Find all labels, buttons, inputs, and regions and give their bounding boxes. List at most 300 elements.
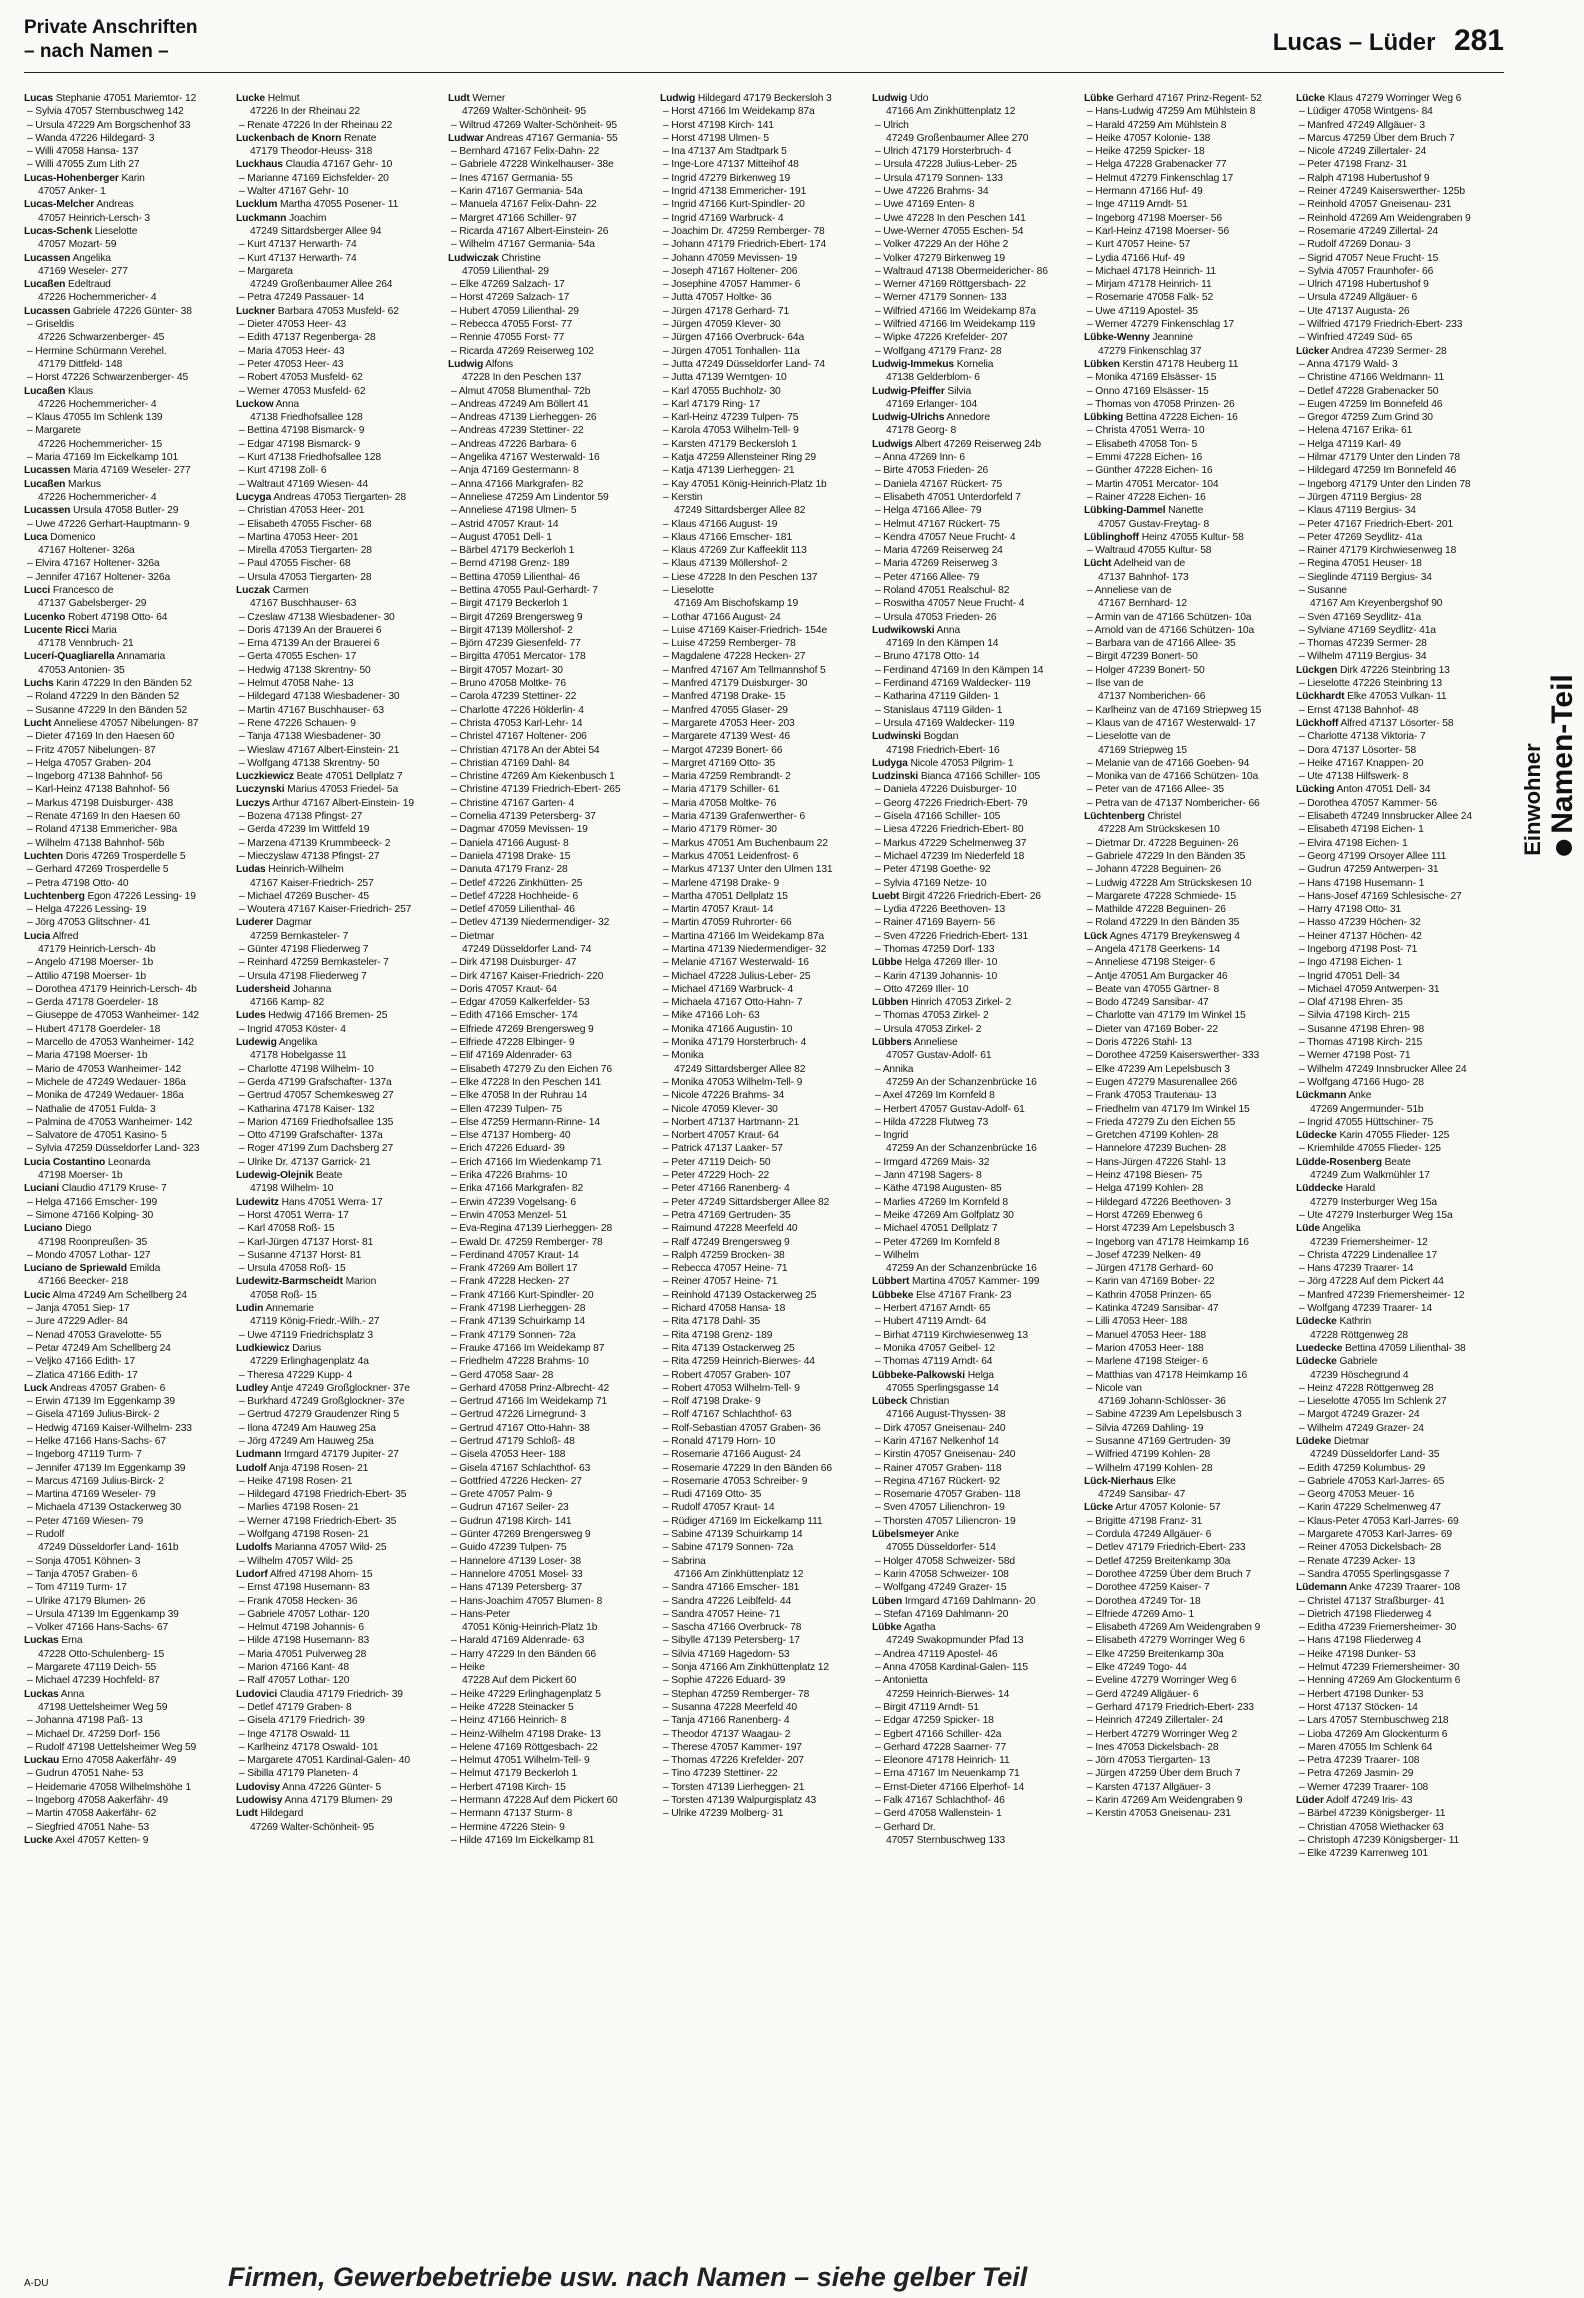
entry-detail: 47166 Kamp- 82 [250,997,325,1009]
directory-title [24,16,198,64]
listing-entry [236,1688,438,1701]
entry-detail: – Volker 47229 An der Höhe 2 [875,239,1009,251]
listing-entry [660,930,862,943]
listing-entry [1084,1701,1286,1714]
listing-entry [660,291,862,304]
entry-detail: – Wanda 47226 Hildegard- 3 [27,132,155,144]
listing-entry [236,291,438,304]
listing-entry [24,943,226,956]
listing-entry [236,690,438,703]
entry-detail: Bianca 47166 Schiller- 105 [920,771,1041,783]
listing-entry [24,863,226,876]
entry-detail: – Georg 47226 Friedrich-Ebert- 79 [875,797,1028,809]
listing-entry [872,1422,1074,1435]
entry-detail: – Helke 47166 Hans-Sachs- 67 [27,1435,166,1447]
listing-entry [1296,424,1498,437]
entry-detail: – Jürgen 47166 Overbruck- 64a [663,332,805,344]
entry-detail: – Manfred 47198 Drake- 15 [663,691,786,703]
entry-detail: – Hedwig 47138 Skrentny- 50 [239,664,371,676]
surname: Lückhoff [1296,717,1339,729]
listing-entry [872,1714,1074,1727]
listing-entry [1296,797,1498,810]
entry-detail: – Anja 47169 Gestermann- 8 [451,465,579,477]
entry-detail: Helga 47269 Iller- 10 [904,957,998,969]
entry-detail: – Helmut 47051 Wilhelm-Tell- 9 [451,1755,590,1767]
listing-entry [236,1541,438,1554]
entry-detail: Barbara 47053 Musfeld- 62 [277,305,399,317]
entry-detail: – Sylvia 47057 Sternbuschweg 142 [27,106,184,118]
listing-entry [660,1448,862,1461]
listing-entry [236,1142,438,1155]
listing-entry [1296,1448,1498,1461]
entry-detail: – Michael 47228 Julius-Leber- 25 [663,970,811,982]
entry-detail: Martha 47055 Posener- 11 [280,199,399,211]
entry-detail: – Daniela 47167 Rückert- 75 [875,478,1003,490]
page-header [24,14,1504,73]
listing-entry [1084,956,1286,969]
listing-columns [24,92,1504,2260]
listing-entry [448,823,650,836]
surname: Ludowisy [236,1795,283,1806]
entry-detail: – Maria 47169 Im Eickelkamp 101 [27,452,179,464]
surname: Lübking-Dammel [1084,505,1166,517]
listing-entry [1084,770,1286,783]
surname: Ludovisy [236,1781,280,1793]
entry-detail: – Wilfried 47199 Kohlen- 28 [1087,1449,1211,1461]
listing-entry [1084,1608,1286,1621]
listing-entry [1296,1236,1498,1249]
listing-entry [872,491,1074,504]
listing-entry [660,1063,862,1076]
listing-entry [660,1688,862,1701]
surname: Ludwig-Pfeiffer [872,385,945,397]
listing-entry [236,1462,438,1475]
surname: Lübken [1084,358,1120,370]
listing-entry [24,1501,226,1514]
listing-entry [236,597,438,610]
listing-entry [236,1581,438,1594]
entry-detail: – Horst 47198 Ulmen- 5 [663,132,770,144]
listing-entry [24,916,226,929]
surname: Luckas [24,1688,59,1700]
entry-detail: – Helmut 47279 Finkenschlag 17 [1087,172,1234,184]
entry-detail: 47239 Höschegrund 4 [1310,1369,1409,1381]
entry-detail: – Helga 47228 Grabenacker 77 [1087,159,1227,171]
entry-detail: – Cordula 47249 Allgäuer- 6 [1087,1529,1212,1541]
listing-entry [660,1741,862,1754]
footer-note: Firmen, Gewerbebetriebe usw. nach Namen – siehe gelber Teil [228,2262,1028,2292]
entry-detail: 47137 Bahnhof- 173 [1098,571,1189,583]
entry-detail: – Michael 47178 Heinrich- 11 [1087,265,1216,277]
entry-detail: – Peter 47167 Friedrich-Ebert- 201 [1299,518,1454,530]
entry-detail: – Inge 47178 Oswald- 11 [239,1728,350,1740]
listing-entry [1084,265,1286,278]
listing-entry [1084,717,1286,730]
listing-entry [660,1608,862,1621]
entry-detail: – Bärbel 47239 Königsberger- 11 [1299,1808,1446,1820]
entry-detail: – Ines 47167 Germania- 55 [451,172,573,184]
entry-detail: – Anneliese van de [1087,584,1172,596]
listing-column [236,92,438,2260]
listing-entry [236,531,438,544]
entry-detail: – Peter 47269 Im Kornfeld 8 [875,1236,1000,1248]
listing-entry [236,1369,438,1382]
listing-entry [448,717,650,730]
entry-detail: – Daniela 47226 Duisburger- 10 [875,784,1017,796]
entry-detail: – Hannelore 47139 Loser- 38 [451,1555,581,1567]
listing-entry [236,1089,438,1102]
entry-detail: – Sascha 47166 Overbruck- 78 [663,1622,802,1634]
listing-entry [448,1767,650,1780]
entry-detail: Karin [121,172,145,184]
listing-entry [236,637,438,650]
entry-detail: – Gerhard 47058 Prinz-Albrecht- 42 [451,1382,610,1394]
entry-detail: 47249 Sansibar- 47 [1098,1489,1186,1501]
entry-detail: – Michael 47239 Hochfeld- 87 [27,1675,160,1687]
listing-entry [448,1515,650,1528]
listing-entry [236,1528,438,1541]
listing-entry [448,783,650,796]
listing-entry [24,1807,226,1820]
entry-detail: Kathrin [1339,1316,1372,1328]
entry-detail: – Torsten 47139 Walpurgisplatz 43 [663,1795,817,1806]
listing-entry [236,225,438,238]
listing-entry [1084,1807,1286,1820]
entry-detail: – Helmut 47198 Johannis- 6 [239,1622,364,1634]
listing-entry [660,916,862,929]
entry-detail: 47198 Uettelsheimer Weg 59 [38,1701,168,1713]
listing-entry [236,1395,438,1408]
listing-entry [872,1488,1074,1501]
listing-entry [1084,1142,1286,1155]
listing-entry [24,1275,226,1288]
listing-entry [660,557,862,570]
entry-detail: – Karl-Heinz 47239 Tulpen- 75 [663,412,799,424]
entry-detail: – Heinz 47228 Röttgenweg 28 [1299,1382,1434,1394]
entry-detail: – Frank 47053 Trautenau- 13 [1087,1090,1217,1102]
entry-detail: – Susanne 47169 Gertruden- 39 [1087,1435,1231,1447]
entry-detail: Artur 47057 Kolonie- 57 [1115,1502,1221,1514]
entry-detail: – Mirella 47053 Tiergarten- 28 [239,545,372,557]
listing-entry [660,1462,862,1475]
entry-detail: – Margret 47169 Otto- 35 [663,757,776,769]
listing-entry [236,704,438,717]
entry-detail: – Jennifer 47139 Im Eggenkamp 39 [27,1462,186,1474]
listing-entry [1084,810,1286,823]
entry-detail: – Klaus 47055 Im Schlenk 139 [27,412,163,424]
listing-entry [24,438,226,451]
listing-entry [448,1595,650,1608]
listing-entry [236,1448,438,1461]
entry-detail: Markus [68,478,101,490]
listing-entry [872,1009,1074,1022]
listing-entry [1084,1462,1286,1475]
entry-detail: – Karola 47053 Wilhelm-Tell- 9 [663,425,799,437]
listing-entry [660,411,862,424]
listing-entry [1296,1581,1498,1594]
listing-entry [448,637,650,650]
listing-entry [872,1302,1074,1315]
listing-entry [1084,1089,1286,1102]
entry-detail: – Michael 47269 Buscher- 45 [239,890,369,902]
listing-entry [236,916,438,929]
entry-detail: – Joachim Dr. 47259 Remberger- 78 [663,225,825,237]
entry-detail: – Hans-Joachim 47057 Blumen- 8 [451,1595,603,1607]
listing-entry [872,238,1074,251]
listing-entry [24,1089,226,1102]
listing-entry [1296,1063,1498,1076]
entry-detail: Udo [909,93,929,104]
entry-detail: – Rebecca 47055 Forst- 77 [451,319,573,331]
listing-entry [872,970,1074,983]
listing-entry [660,252,862,265]
entry-detail: – Willi 47058 Hansa- 137 [27,146,139,158]
entry-detail: – Herbert 47167 Arndt- 65 [875,1303,991,1315]
listing-entry [24,837,226,850]
entry-detail: – Margarete [27,425,81,437]
listing-entry [660,1103,862,1116]
entry-detail: 47166 Am Zinkhüttenplatz 12 [674,1568,804,1580]
listing-entry [1084,385,1286,398]
surname: Luckenbach de Knorn [236,132,342,144]
entry-detail: – Petra 47169 Gertruden- 35 [663,1209,791,1221]
entry-detail: – Silvia 47169 Hagedorn- 53 [663,1648,790,1660]
entry-detail: – Helmut 47167 Rückert- 75 [875,518,1000,530]
listing-entry [660,1568,862,1581]
entry-detail: Marion [345,1276,377,1288]
entry-detail: – Else 47259 Hermann-Rinne- 14 [451,1116,600,1128]
listing-entry [872,597,1074,610]
listing-entry [24,1076,226,1089]
entry-detail: – Frank 47198 Lierheggen- 28 [451,1303,586,1315]
listing-entry [24,1169,226,1182]
listing-entry [448,1674,650,1687]
listing-entry [448,650,650,663]
entry-detail: – Christoph 47239 Königsberger- 11 [1299,1834,1460,1846]
entry-detail: – Harald 47259 Am Mühlstein 8 [1087,119,1227,131]
entry-detail: 47198 Moerser- 1b [38,1170,123,1182]
entry-detail: – Stefan 47169 Dahlmann- 20 [875,1608,1009,1620]
listing-entry [1084,1076,1286,1089]
listing-entry [24,1116,226,1129]
entry-detail: – Birte 47053 Frieden- 26 [875,465,989,477]
listing-entry [660,158,862,171]
listing-entry [1296,1329,1498,1342]
entry-detail: – Beate van 47055 Gärtner- 8 [1087,983,1220,995]
entry-detail: 47167 Bernhard- 12 [1098,598,1187,610]
listing-entry [236,1275,438,1288]
surname: Luckas [24,1635,59,1647]
listing-entry [660,664,862,677]
listing-entry [660,1129,862,1142]
listing-entry [660,850,862,863]
entry-detail: – Lieselotte 47055 Im Schlenk 27 [1299,1396,1447,1408]
listing-entry [1296,930,1498,943]
entry-detail: – Hans-Jürgen 47226 Stahl- 13 [1087,1156,1226,1168]
listing-entry [872,252,1074,265]
entry-detail: – Sandra 47226 Leiblfeld- 44 [663,1595,792,1607]
entry-detail: – Horst 47269 Ebenweg 6 [1087,1209,1203,1221]
entry-detail: – Jürgen 47059 Klever- 30 [663,319,781,331]
page-number: 281 [1453,24,1504,57]
entry-detail: – Wilhelm 47199 Kohlen- 28 [1087,1462,1213,1474]
entry-detail: – Janja 47051 Siep- 17 [27,1303,130,1315]
listing-entry [236,265,438,278]
listing-entry [1084,1049,1286,1062]
entry-detail: 47057 Mozart- 59 [38,239,117,251]
entry-detail: – Griseldis [27,319,74,331]
listing-entry [872,1369,1074,1382]
listing-entry [1296,730,1498,743]
entry-detail: Marianna 47057 Wild- 25 [274,1542,387,1554]
entry-detail: – Petar 47249 Am Schellberg 24 [27,1342,171,1354]
entry-detail: Arthur 47167 Albert-Einstein- 19 [272,797,414,809]
entry-detail: 47249 Sittardsberger Allee 94 [250,225,382,237]
listing-entry [1296,318,1498,331]
entry-detail: – Ute 47138 Hilfswerk- 8 [1299,771,1409,783]
entry-detail: – Karlheinz van de 47169 Striepweg 15 [1087,704,1262,716]
listing-entry [236,1009,438,1022]
entry-detail: – Gertrud 47179 Schloß- 48 [451,1435,575,1447]
entry-detail: – Thomas 47239 Sermer- 28 [1299,638,1427,650]
listing-entry [1296,105,1498,118]
surname: Ludin [236,1303,264,1315]
listing-entry [1084,132,1286,145]
listing-entry [448,424,650,437]
entry-detail: – Astrid 47057 Kraut- 14 [451,518,559,530]
listing-entry [872,1555,1074,1568]
entry-detail: – Markus 47137 Unter den Ulmen 131 [663,864,833,876]
listing-entry [1296,903,1498,916]
entry-detail: – Lydia 47166 Huf- 49 [1087,252,1185,264]
entry-detail: Irmgard 47169 Dahlmann- 20 [904,1595,1036,1607]
listing-entry [660,1262,862,1275]
listing-entry [1296,1009,1498,1022]
entry-detail: – Volker 47166 Hans-Sachs- 67 [27,1622,169,1634]
listing-entry [448,1289,650,1302]
entry-detail: – Maren 47055 Im Schlenk 64 [1299,1741,1433,1753]
entry-detail: Christel [1147,811,1182,823]
listing-entry [236,1169,438,1182]
listing-entry [660,1674,862,1687]
entry-detail: – Frank 47139 Schuirkamp 14 [451,1316,585,1328]
entry-detail: 47137 Nomberichen- 66 [1098,691,1206,703]
entry-detail: – Manfred 47239 Friemersheimer- 12 [1299,1289,1465,1301]
listing-entry [1084,1169,1286,1182]
listing-entry [24,1408,226,1421]
listing-entry [660,970,862,983]
listing-entry [1296,371,1498,384]
listing-entry [1296,1595,1498,1608]
listing-entry [1296,757,1498,770]
listing-entry [448,1196,650,1209]
listing-entry [24,1355,226,1368]
listing-entry [448,770,650,783]
entry-detail: – Wilhelm 47167 Germania- 54a [451,239,595,251]
listing-entry [660,1501,862,1514]
listing-entry [660,185,862,198]
entry-detail: – Frank 47269 Am Böllert 17 [451,1263,578,1275]
listing-entry [1296,278,1498,291]
listing-entry [872,1329,1074,1342]
listing-entry [1296,1821,1498,1834]
listing-entry [24,664,226,677]
listing-entry [872,1156,1074,1169]
listing-entry [660,1009,862,1022]
entry-detail: – Gertrud 47057 Schemkesweg 27 [239,1090,394,1102]
entry-detail: – Fritz 47057 Nibelungen- 87 [27,744,156,756]
listing-entry [236,1741,438,1754]
entry-detail: – Siegfried 47051 Nahe- 53 [27,1821,150,1833]
entry-detail: Johanna [292,983,332,995]
entry-detail: – Heiner 47137 Höchen- 42 [1299,930,1422,942]
listing-entry [1084,943,1286,956]
listing-entry [1296,331,1498,344]
surname: Lübben [872,997,909,1009]
listing-entry [24,145,226,158]
listing-entry [1296,1275,1498,1288]
listing-entry [24,291,226,304]
surname: Lübke [872,1622,902,1634]
listing-entry [660,983,862,996]
entry-detail: 47169 Striepweg 15 [1098,744,1187,756]
entry-detail: – Sibilla 47179 Planeten- 4 [239,1768,359,1780]
entry-detail: – Sandra 47166 Emscher- 181 [663,1582,800,1594]
entry-detail: – Gertrud 47167 Otto-Hahn- 38 [451,1422,590,1434]
entry-detail: 47167 Am Kreyenbergshof 90 [1310,598,1443,610]
listing-entry [24,398,226,411]
listing-entry [872,850,1074,863]
entry-detail: – Jure 47229 Adler- 84 [27,1316,128,1328]
entry-detail: – Detlef 47226 Zinkhütten- 25 [451,877,583,889]
entry-detail: – Woutera 47167 Kaiser-Friedrich- 257 [239,904,412,916]
entry-detail: – Ludwig 47228 Am Strückskesen 10 [1087,877,1252,889]
entry-detail: – Rudolf [27,1529,65,1541]
entry-detail: – Ursula 47198 Fliederweg 7 [239,970,367,982]
listing-entry [24,757,226,770]
listing-entry [1084,1103,1286,1116]
listing-entry [24,1581,226,1594]
entry-detail: – Wiltrud 47269 Walter-Schönheit- 95 [451,119,617,131]
listing-entry [872,1342,1074,1355]
entry-detail: – Regina 47051 Heuser- 18 [1299,558,1422,570]
entry-detail: 47179 Theodor-Heuss- 318 [250,146,373,158]
entry-detail: – Gerta 47055 Eschen- 17 [239,651,357,663]
entry-detail: – Jutta 47139 Werntgen- 10 [663,372,787,384]
listing-entry [660,1049,862,1062]
entry-detail: – Birgit 47057 Mozart- 30 [451,664,563,676]
entry-detail: – Dieter van 47169 Bober- 22 [1087,1023,1218,1035]
entry-detail: – Martin 47058 Aakerfähr- 62 [27,1808,157,1820]
listing-entry [1296,1076,1498,1089]
listing-entry [1084,1222,1286,1235]
listing-entry [24,504,226,517]
entry-detail: – Karin van 47169 Bober- 22 [1087,1276,1215,1288]
entry-detail: – Rosemarie 47229 In den Bänden 66 [663,1462,832,1474]
listing-entry [1084,1182,1286,1195]
entry-detail: – Rudi 47169 Otto- 35 [663,1489,762,1501]
entry-detail: – Hermine Schürmann Verehel. [27,345,167,357]
listing-entry [236,877,438,890]
listing-entry [448,704,650,717]
page-code: A-DU [24,2278,49,2289]
entry-detail: – Hilde 47169 Im Eickelkamp 81 [451,1834,595,1846]
entry-detail: Alfred 47137 Lösorter- 58 [1340,717,1454,729]
listing-entry [448,198,650,211]
surname: Lüder [1296,1795,1324,1806]
entry-detail: – Andreas 47226 Barbara- 6 [451,438,577,450]
listing-entry [1296,185,1498,198]
